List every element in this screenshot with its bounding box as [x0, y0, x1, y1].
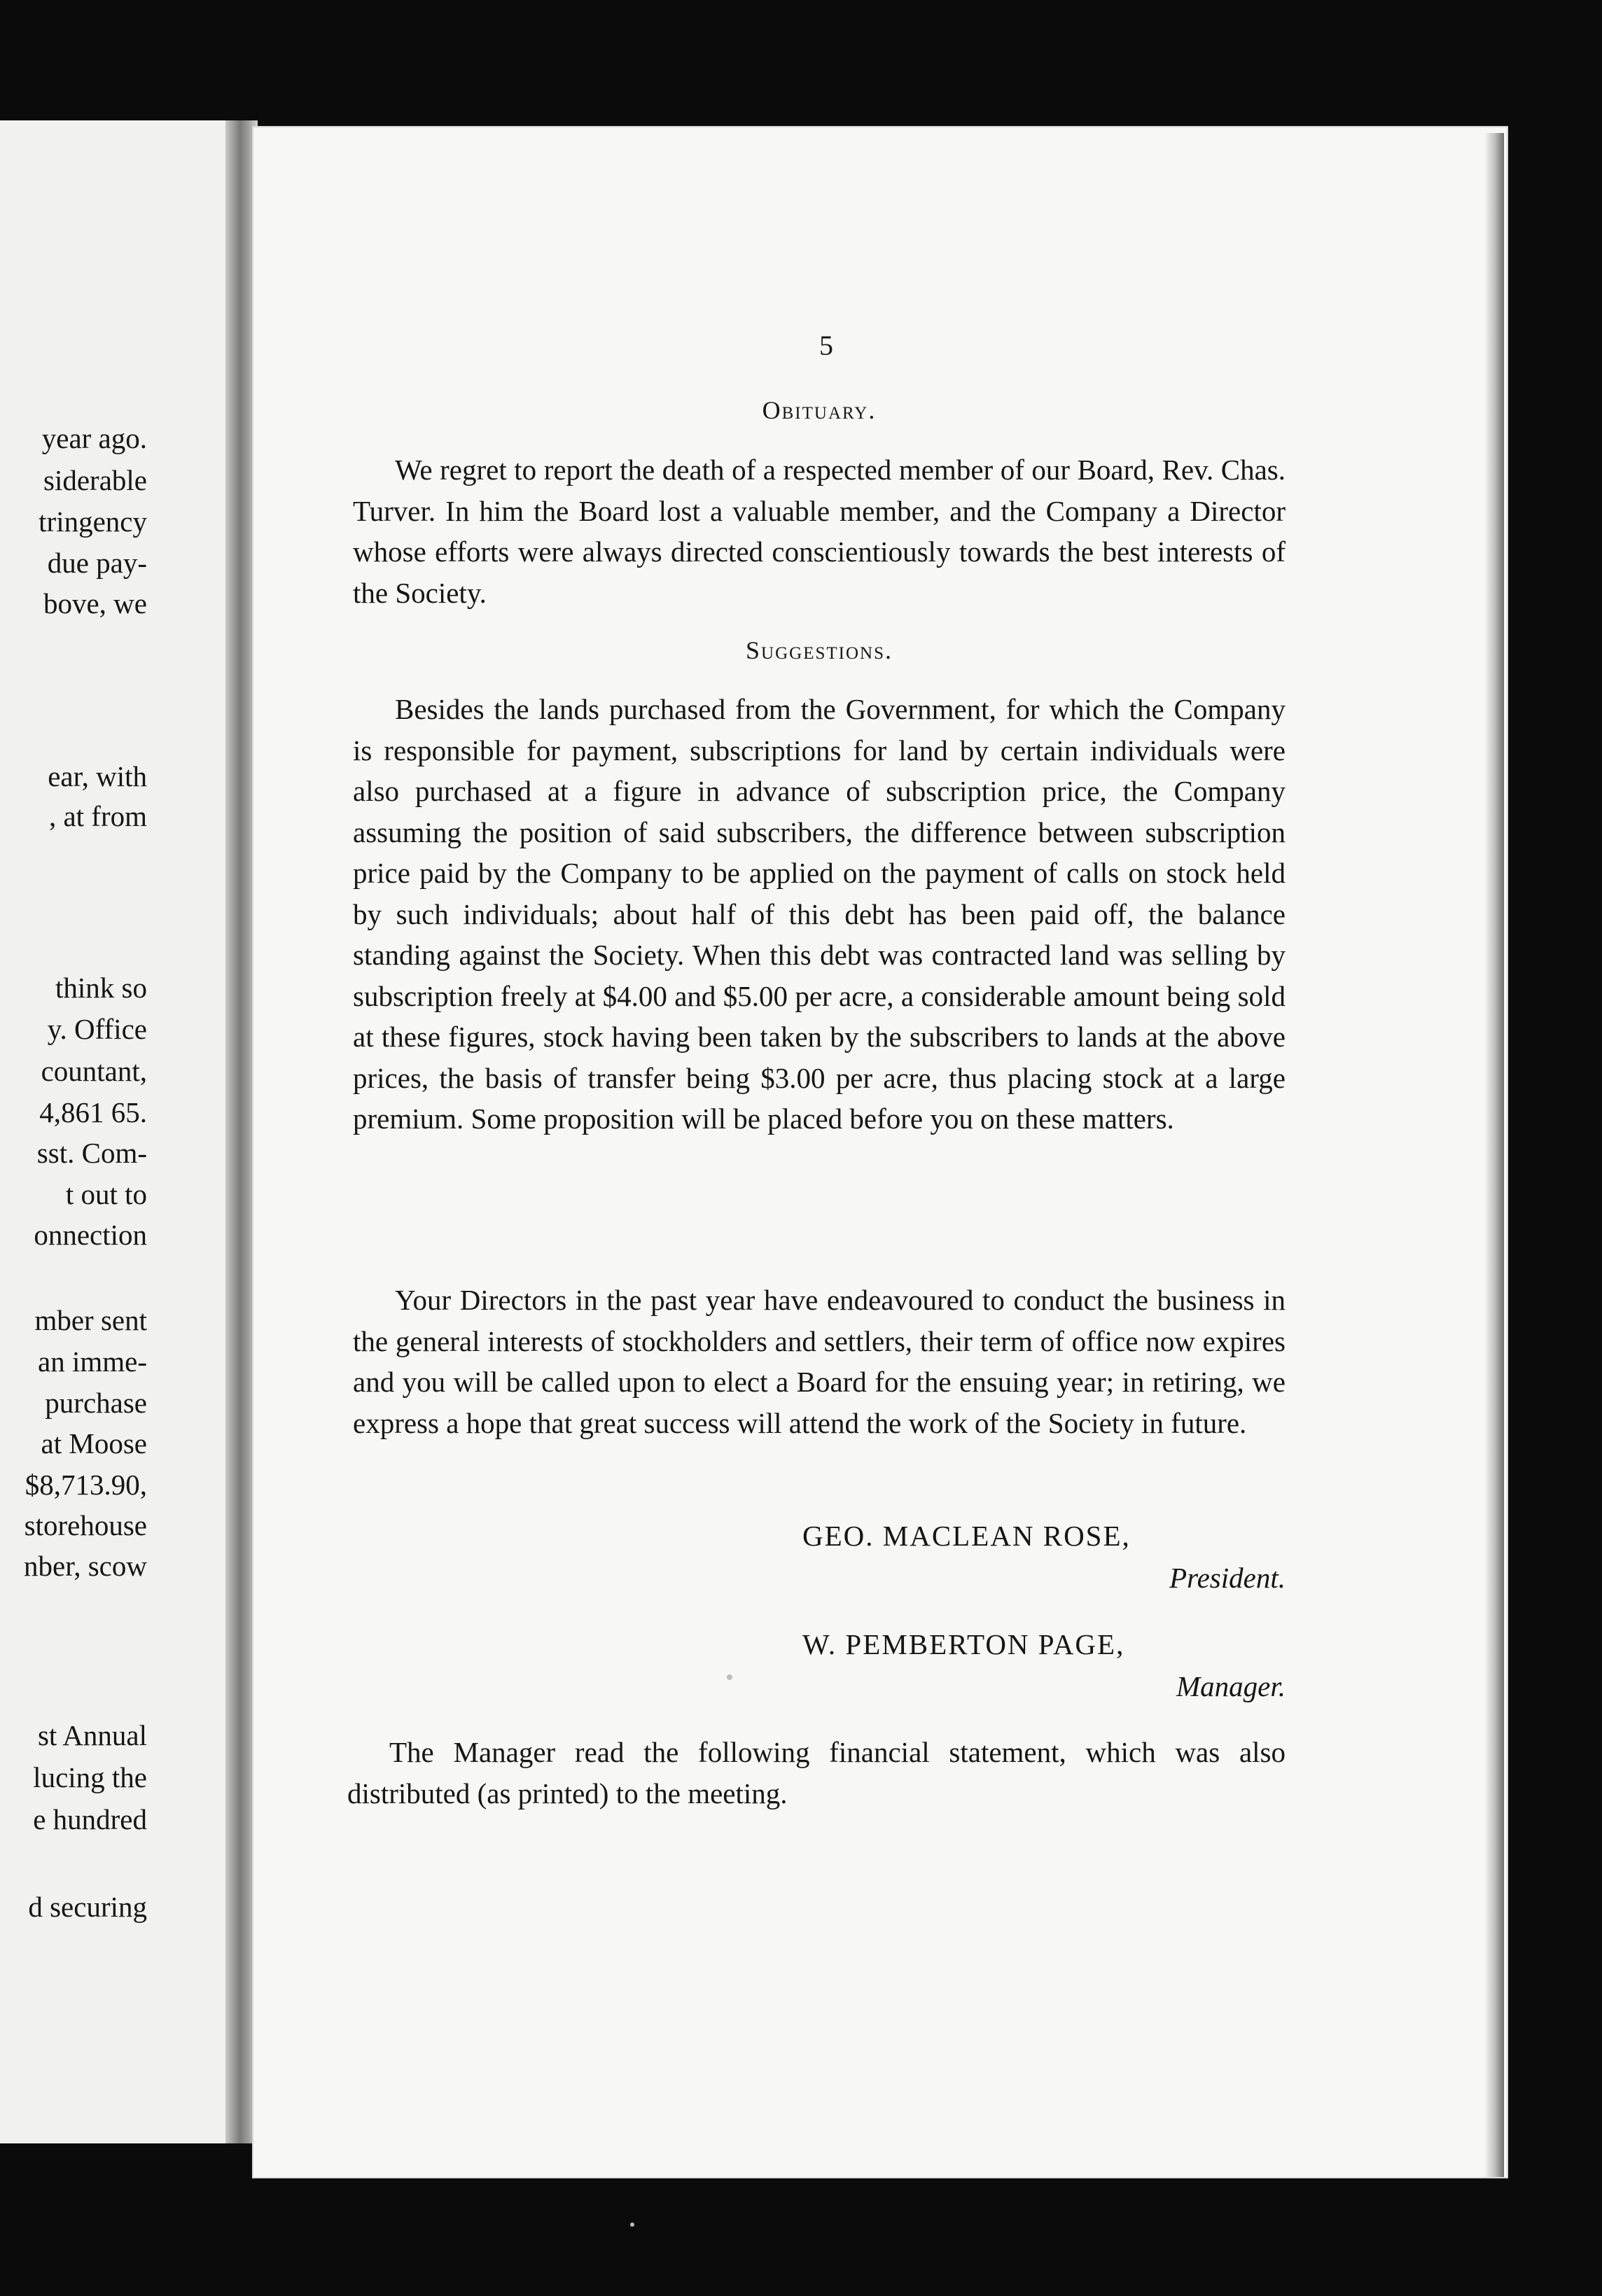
previous-page-line: at Moose	[41, 1427, 147, 1460]
previous-page-line: storehouse	[24, 1509, 147, 1541]
suggestions-heading: Suggestions.	[746, 636, 893, 664]
previous-page-line: lucing the	[33, 1761, 147, 1793]
manager-name: W. PEMBERTON PAGE,	[802, 1628, 1125, 1660]
scan-speck	[630, 2222, 634, 2227]
previous-page-line: tringency	[39, 505, 147, 538]
page-edge-shadow	[1484, 133, 1504, 2177]
obituary-heading: Obituary.	[762, 396, 877, 424]
previous-page-line: $8,713.90,	[25, 1469, 147, 1501]
previous-page-line: t out to	[65, 1178, 147, 1210]
previous-page-line: year ago.	[41, 422, 147, 454]
previous-page-line: purchase	[45, 1387, 147, 1419]
previous-page-line: due pay-	[47, 547, 147, 579]
previous-page-line: mber sent	[34, 1304, 147, 1336]
previous-page-line: countant,	[41, 1055, 147, 1087]
previous-page-line: st Annual	[37, 1719, 147, 1751]
suggestions-paragraph: Besides the lands purchased from the Government, for which the Company is responsible for payment, subscriptions for land by certain individuals were also purchased at a figure in advance of subscription price, the Company assuming the position of said subscribers, the difference between subscription price paid by the Company to be applied on the payment of calls on stock held by such individuals; about half of this debt has been paid off, the balance standing against the Society. When this debt was contracted land was selling by subscription freely at $4.00 and $5.00 per acre, a considerable amount being sold at these figures, stock having been taken by the subscribers to lands at the above prices, the basis of transfer being $3.00 per acre, thus placing stock at a large premium. Some proposition will be placed before you on these matters.	[353, 693, 1286, 1135]
obituary-paragraph: We regret to report the death of a respected member of our Board, Rev. Chas. Turver. In him the Board lost a valuable member, and the Company a Director whose efforts were always directed conscientiously towards the best interests of the Society.	[353, 454, 1286, 609]
previous-page-line: e hundred	[33, 1803, 147, 1835]
previous-page-line: bove, we	[43, 587, 147, 620]
previous-page-line: 4,861 65.	[39, 1096, 147, 1128]
directors-paragraph: Your Directors in the past year have endeavoured to conduct the business in the general interests of stockholders and settlers, their term of office now expires and you will be called upon to elect a Board for the ensuing year; in retiring, we express a hope that great success will attend the work of the Society in future.	[353, 1284, 1286, 1439]
president-title: President.	[1169, 1562, 1286, 1594]
previous-page-line: an imme-	[38, 1345, 147, 1378]
document-page	[253, 127, 1507, 2177]
previous-page-line: y. Office	[47, 1013, 147, 1045]
previous-page-line: siderable	[43, 464, 147, 496]
previous-page-line: sst. Com-	[36, 1137, 147, 1169]
previous-page-line: nber, scow	[24, 1550, 147, 1582]
previous-page-line: ear, with	[48, 760, 147, 792]
page-number: 5	[819, 330, 833, 361]
president-name: GEO. MACLEAN ROSE,	[802, 1520, 1131, 1552]
previous-page-line: , at from	[48, 800, 147, 832]
previous-page-fragment	[0, 120, 235, 2143]
closing-paragraph: The Manager read the following financial statement, which was also distributed (as printed) to the meeting.	[347, 1736, 1286, 1809]
previous-page-line: onnection	[34, 1219, 147, 1251]
scan-speck	[727, 1674, 732, 1680]
previous-page-line: d securing	[28, 1891, 147, 1923]
previous-page-line: think so	[55, 972, 147, 1004]
manager-title: Manager.	[1176, 1670, 1286, 1702]
